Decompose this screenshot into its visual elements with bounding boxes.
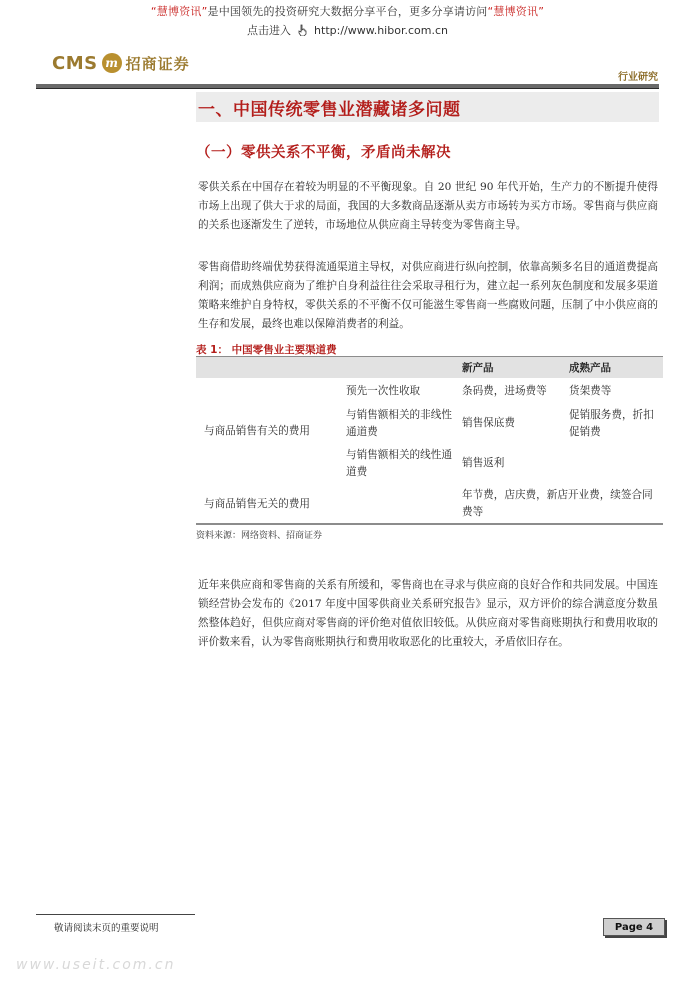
header-divider [36,84,659,89]
cms-logo [52,52,190,74]
group-related-fees: 与商品销售有关的费用 [204,425,310,437]
group-unrelated-fees: 与商品销售无关的费用 [204,498,310,510]
header-mature-products: 成熟产品 [569,362,611,374]
logo-company-name: 招商证券 [125,54,190,73]
header-new-products: 新产品 [462,362,494,374]
watermark-text: www.useit.com.cn [16,957,176,973]
section-title: 一、中国传统零售业潜藏诸多问题 [198,99,461,120]
table-cell-sub: 预先一次性收取 [346,385,421,397]
pointer-hand-icon [297,24,309,36]
table-cell-new: 销售保底费 [462,417,515,429]
banner-prefix: 点击进入 [247,24,292,37]
brand-name-open: “慧博资讯” [150,5,208,18]
table-bottom-rule [196,523,663,525]
paragraph-1: 零供关系在中国存在着较为明显的不平衡现象。自 20 世纪 90 年代开始，生产力的不断提升使得市场上出现了供大于求的局面，我国的大多数商品逐渐从卖方市场转为买方市场。零售商与供应商的关系也逐渐发生了逆转，市场地位从供应商主导转变为零售商主导。 [198,181,658,231]
banner-text: 是中国领先的投资研究大数据分享平台，更多分享请访问 [207,5,488,18]
table-cell-new: 销售返利 [462,457,505,469]
footer-divider [36,914,195,915]
paragraph-2: 零售商借助终端优势获得流通渠道主导权，对供应商进行纵向控制，依靠高频多名目的通道费提高利润；而成熟供应商为了维护自身利益往往会采取寻租行为，建立起一系列灰色制度和发展多渠道策略来维护自身特权，零供关系的不平衡不仅可能滋生零售商一些腐败问题，压制了中小供应商的生存和发展，最终也难以保障消费者的利益。 [198,261,658,330]
logo-cms-text: CMS [52,52,98,74]
table-cell-sub: 与销售额相关的线性通道费 [346,449,452,478]
table-cell-new: 条码费，进场费等 [462,385,547,397]
table-title: 表 1： 中国零售业主要渠道费 [196,344,337,356]
footer-disclaimer-note: 敬请阅读末页的重要说明 [54,923,159,934]
page-number-badge: Page 4 [603,918,665,936]
table-cell-mature: 促销服务费，折扣促销费 [569,409,654,438]
brand-name-close: “慧博资讯” [487,5,545,18]
top-banner-line1 [0,3,695,19]
top-banner-line2 [0,22,695,38]
section-heading [196,92,659,122]
table-header-row [196,356,663,378]
table-source: 资料来源：网络资料、招商证券 [196,531,323,541]
report-sector-label: 行业研究 [618,72,658,83]
table-cell-sub: 与销售额相关的非线性通道费 [346,409,452,438]
hibor-link[interactable]: http://www.hibor.com.cn [314,24,448,37]
table-cell-mature: 货架费等 [569,385,612,397]
table-cell-unrelated: 年节费，店庆费，新店开业费，续签合同费等 [462,489,653,518]
logo-mark-icon: m [102,53,122,73]
paragraph-3: 近年来供应商和零售商的关系有所缓和，零售商也在寻求与供应商的良好合作和共同发展。中国连锁经营协会发布的《2017 年度中国零供商业关系研究报告》显示，双方评价的综合满意度分数虽然整体趋好，但供应商对零售商的评价绝对值依旧较低。从供应商对零售商账期执行和费用收取的评价数来看，认为零售商账期执行和费用收取恶化的比重较大，矛盾依旧存在。 [198,579,658,648]
subsection-title: （一）零供关系不平衡，矛盾尚未解决 [196,145,451,161]
